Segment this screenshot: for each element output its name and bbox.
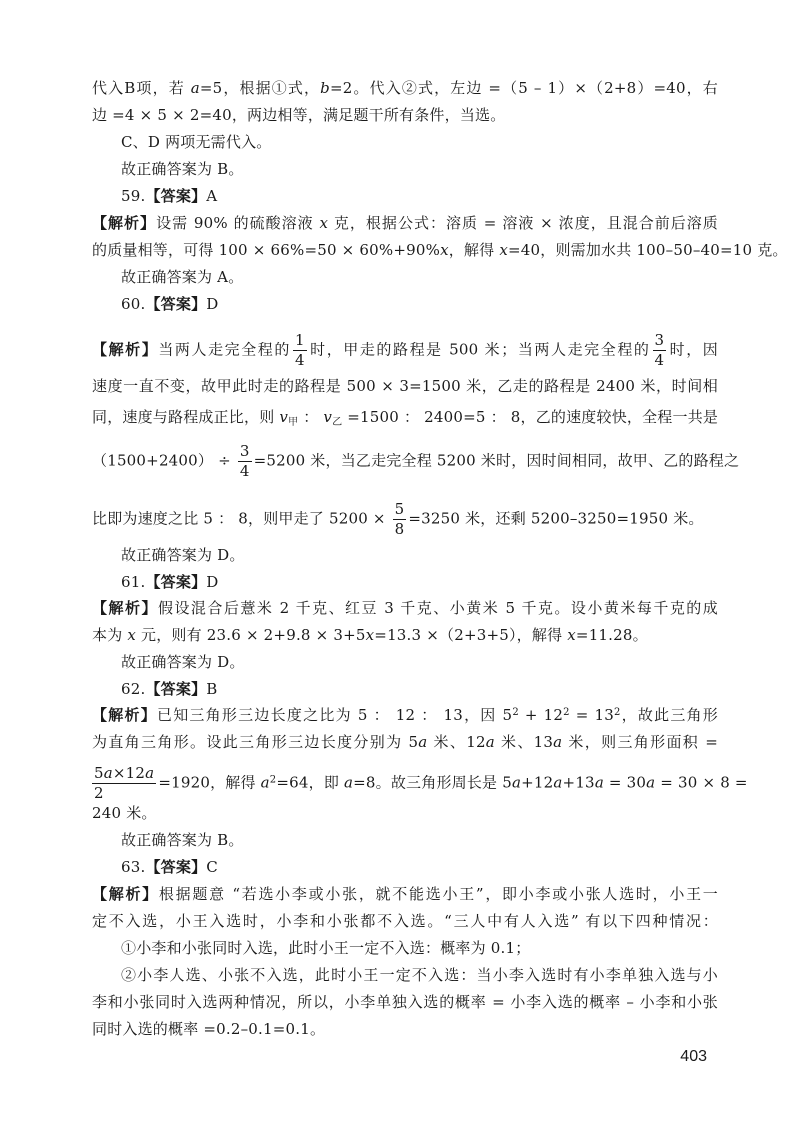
fraction: $\frac{1}{4}$ [294, 331, 305, 369]
text-line: 故正确答案为 B。 [121, 160, 244, 178]
answer-choice: D [206, 573, 219, 591]
text-line: （1500+2400） ÷ $\frac{3}{4}$ =5200 米，当乙走完全程 5200 米时，因时间相同，故甲、乙的路程之 [92, 442, 740, 480]
answer-tag: 【答案】 [145, 573, 207, 591]
fraction: $\frac{5}{8}$ [394, 500, 405, 538]
fraction: $\frac{5a\times 12a}{2}$ [94, 764, 155, 802]
text-line: 同时入选的概率 =0.2–0.1=0.1。 [92, 1020, 326, 1038]
text-line: 李和小张同时入选两种情况，所以，小李单独入选的概率 = 小李入选的概率 – 小李和小张 [92, 993, 718, 1011]
answer-tag: 【答案】 [145, 187, 207, 205]
text-line: 比即为速度之比 5 ： 8，则甲走了 5200 × $\frac{5}{8}$ =3250 米，还剩 5200–3250=1950 米。 [92, 500, 704, 538]
page-number: 403 [680, 1048, 707, 1065]
text-line: 定不入选，小王入选时，小李和小张都不入选。“三人中有人入选” 有以下四种情况： [92, 912, 718, 930]
answer-heading [121, 293, 718, 315]
text-span: 根据题意 “若选小李或小张，就不能选小王”，即小李或小张人选时，小王一 [158, 885, 718, 903]
text-line: 【解析】已知三角形三边长度之比为 5 ： 12 ： 13，因 $5^2 + 12^2 = 13^2$，故此三角形 [92, 706, 718, 724]
analysis-tag: 【解析】 [92, 599, 158, 617]
text-line: 【解析】当两人走完全程的 $\frac{1}{4}$ 时，甲走的路程是 500 米；当两人走完全程的 $\frac{3}{4}$ 时，因 [92, 331, 718, 369]
text-line [92, 597, 718, 619]
answer-heading [121, 856, 718, 878]
answer-heading [121, 678, 718, 700]
text-line: 240 米。 [92, 804, 157, 822]
text-line: 【解析】设需 90% 的硫酸溶液 x 克，根据公式：溶质 = 溶液 × 浓度，且混合前后溶质 [92, 214, 718, 232]
text-line: $\frac{5a\times 12a}{2}$ =1920，解得 $a^2=64$，即 a=8。故三角形周长是 5a+12a+13a = 30a = 30 × 8 = [94, 764, 748, 802]
question-number: 62. [121, 680, 146, 698]
answer-heading [121, 571, 718, 593]
text-line: 为直角三角形。设此三角形三边长度分别为 5a 米、12a 米、13a 米，则三角形面积 = [92, 733, 719, 751]
analysis-tag: 【解析】 [92, 214, 157, 232]
text-line: C、D 两项无需代入。 [121, 133, 272, 151]
text-line: 故正确答案为 B。 [121, 831, 244, 849]
analysis-tag: 【解析】 [92, 885, 159, 903]
analysis-tag: 【解析】 [92, 706, 157, 724]
text-line: 同，速度与路程成正比，则 $v_甲$ ： $v_乙 =1500$ ： 2400=5 ： 8，乙的速度较快，全程一共是 [92, 408, 719, 428]
text-span: 假设混合后薏米 2 千克、红豆 3 千克、小黄米 5 千克。设小黄米每千克的成 [157, 599, 718, 617]
analysis-tag: 【解析】 [92, 340, 159, 359]
text-line: 故正确答案为 D。 [121, 546, 245, 564]
answer-tag: 【答案】 [145, 295, 207, 313]
text-line: 边 =4 × 5 × 2=40，两边相等，满足题干所有条件，当选。 [92, 106, 506, 124]
question-number: 63. [121, 858, 146, 876]
answer-choice: D [206, 295, 219, 313]
text-line [92, 883, 718, 905]
answer-heading [121, 185, 718, 207]
text-line: ②小李人选、小张不入选，此时小王一定不入选：当小李入选时有小李单独入选与小 [121, 966, 718, 984]
fraction: $\frac{3}{4}$ [654, 331, 665, 369]
text-line: 代入B项，若 a=5，根据①式，b=2。代入②式，左边 =（5 – 1）×（2+8）=40，右 [92, 79, 719, 97]
question-number: 61. [121, 573, 146, 591]
answer-choice: B [206, 680, 218, 698]
answer-tag: 【答案】 [145, 680, 207, 698]
text-line: 速度一直不变，故甲此时走的路程是 500 × 3=1500 米，乙走的路程是 2400 米，时间相 [92, 377, 718, 395]
question-number: 60. [121, 295, 146, 313]
question-number: 59. [121, 187, 146, 205]
answer-tag: 【答案】 [145, 858, 207, 876]
text-line: 故正确答案为 A。 [121, 268, 244, 286]
fraction: $\frac{3}{4}$ [239, 442, 250, 480]
text-line: 的质量相等，可得 100 × 66%=50 × 60%+90%x，解得 x=40，则需加水共 100–50–40=10 克。 [92, 241, 788, 259]
text-line: 故正确答案为 D。 [121, 653, 245, 671]
answer-choice: C [206, 858, 218, 876]
answer-choice: A [206, 187, 218, 205]
text-line: ①小李和小张同时入选，此时小王一定不入选：概率为 0.1； [121, 939, 531, 957]
text-line: 本为 x 元，则有 23.6 × 2+9.8 × 3+5x=13.3 ×（2+3+5），解得 x=11.28。 [92, 626, 648, 644]
